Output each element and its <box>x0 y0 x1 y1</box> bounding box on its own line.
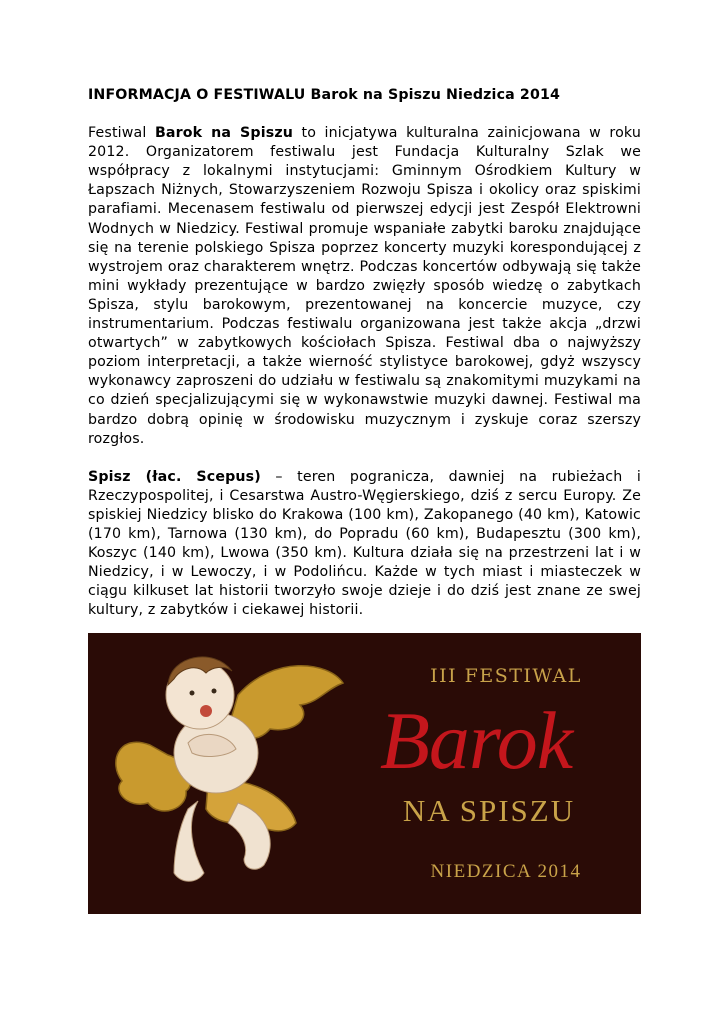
festival-banner <box>88 633 641 914</box>
paragraph-festival-lead: Festiwal <box>88 125 155 142</box>
document-body <box>88 86 641 639</box>
paragraph-spisz-text: – teren pogranicza, dawniej na rubieżach i Rzeczypospolitej, i Cesarstwa Austro-Węgierskiego, dziś z sercu Europy. Ze spiskiej Niedzicy blisko do Krakowa (100 km), Zakopanego (40 km), Katowic (170 km), Tarnowa (130 km), do Popradu (60 km), Budapesztu (300 km), Koszyc (140 km), Lwowa (350 km). Kultura działa się na przestrzeni lat i w Niedzicy, i w Lewoczy, i w Podolińcu. Każde w tych miast i miasteczek w ciągu kilkuset lat historii tworzyło swoje dzieje i do dziś jest znane ze swej kultury, z zabytków i ciekawej historii. <box>88 468 641 619</box>
banner-na-spiszu: NA SPISZU <box>402 793 576 828</box>
cherub-eye <box>212 689 217 694</box>
cherub-mouth <box>200 705 212 717</box>
paragraph-festival-bold: Barok na Spiszu <box>154 125 293 142</box>
banner-niedzica: NIEDZICA 2014 <box>430 861 582 882</box>
cherub-leg <box>174 801 204 881</box>
cherub-eye <box>190 691 195 696</box>
paragraph-spisz <box>88 468 641 621</box>
paragraph-festival <box>88 124 641 449</box>
paragraph-spisz-bold: Spisz (łac. Scepus) <box>88 468 261 485</box>
banner-barok: Barok <box>379 695 573 786</box>
document-heading: INFORMACJA O FESTIWALU Barok na Spiszu Niedzica 2014 <box>88 87 561 103</box>
banner-festiwal: III FESTIWAL <box>430 665 582 687</box>
paragraph-festival-text: to inicjatywa kulturalna zainicjowana w roku 2012. Organizatorem festiwalu jest Fundacja Kulturalny Szlak we współpracy z lokalnymi instytucjami: Gminnym Ośrodkiem Kultury w Łapszach Niżnych, Stowarzyszeniem Rozwoju Spisza i okolicy oraz spiskimi parafiami. Mecenasem festiwalu od pierwszej edycji jest Zespół Elektrowni Wodnych w Niedzicy. Festiwal promuje wspaniałe zabytki baroku znajdujące się na terenie polskiego Spisza poprzez koncerty muzyki korespondującej z wystrojem oraz charakterem wnętrz. Podczas koncertów odbywają się także mini wykłady prezentujące w bardzo zwięzły sposób wiedzę o zabytkach Spisza, stylu barokowym, prezentowanej na koncercie muzyce, czy instrumentarium. Podczas festiwalu organizowana jest także akcja „drzwi otwartych” w zabytkowych kościołach Spisza. Festiwal dba o najwyższy poziom interpretacji, a także wierność stylistyce barokowej, gdyż wszyscy wykonawcy zaproszeni do udziału w festiwalu są znakomitymi muzykami na co dzień specjalizującymi się w wykonawstwie muzyki dawnej. Festiwal ma bardzo dobrą opinię w środowisku muzycznym i zyskuje coraz szerszy rozgłos. <box>88 125 641 447</box>
